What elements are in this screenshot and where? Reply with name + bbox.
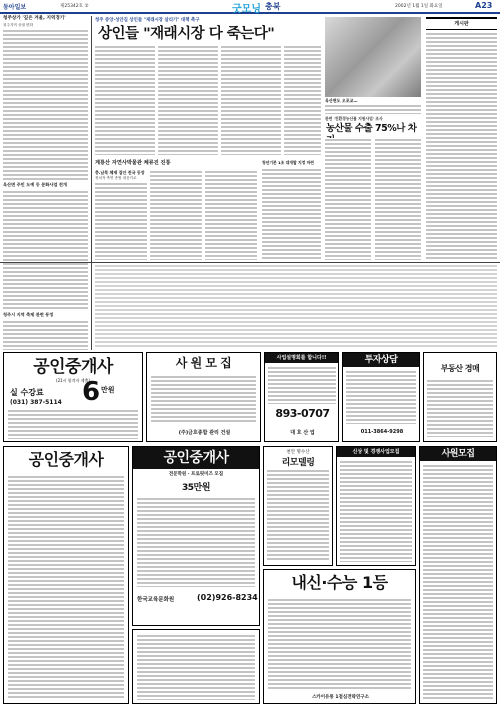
ad-gongin-1 <box>3 352 143 442</box>
left-bottom-body <box>3 320 88 350</box>
ad-gongin-1-details <box>8 409 138 439</box>
ad-tuja <box>342 352 420 442</box>
lower-headline-d: 청년기본 1조 대개발 지정 마련 <box>262 160 314 165</box>
ad-gongin-2-title: 공인중개사 <box>28 450 104 469</box>
ad-gongin-3-sub: 전문학원 · 프로핏미즈 모집 <box>168 472 224 477</box>
photo-caption: 옥산면도 오포교… <box>325 98 358 103</box>
ad-event-phone: 893-0707 <box>275 407 330 420</box>
ad-naesin <box>263 569 416 704</box>
lower-headline-b: 충.남북 체제 집안 전국 등장 <box>95 170 145 175</box>
main-headline: 상인들 "재래시장 다 죽는다" <box>98 26 275 42</box>
ad-event-footer: 대 호 산 업 <box>290 430 315 436</box>
issue-date: 2002년 1월 1일 화요일 <box>395 4 443 9</box>
ad-sawon-1-details <box>151 375 256 423</box>
ad-cheonan-details <box>267 469 329 561</box>
paper-name: 동아일보 <box>3 4 27 11</box>
ad-gongin-1-label: 실 수강료 <box>10 388 44 397</box>
ad-budong-details <box>427 379 493 437</box>
left-headline: 청주상가 '깊은 겨울, 지역경기' <box>3 16 66 21</box>
ad-tuja-details <box>346 370 416 424</box>
lower-body-col3 <box>205 170 257 260</box>
notice-board-title: 게시판 <box>426 17 497 30</box>
left-article-body <box>3 29 88 181</box>
ad-sawon-1-title: 사 원 모 집 <box>175 356 232 370</box>
ad-gongin-1-price: 6 <box>82 377 101 407</box>
ad-sawon-2-title: 사원모집 <box>420 447 496 461</box>
ad-gongin-2-listings <box>8 475 124 699</box>
main-body-col3 <box>221 45 281 155</box>
ad-gongin-1-note: (21시 합격자 제출) <box>56 378 90 383</box>
ad-small-bottom-details <box>137 634 255 700</box>
ad-cheonan <box>263 446 333 566</box>
ad-budong-title: 부동산 경매 <box>440 364 480 373</box>
notice-board-list <box>426 32 497 260</box>
page-number: A23 <box>475 1 493 10</box>
ad-tuja-phone: 011-3864-9298 <box>360 429 404 435</box>
lower-headline-a: 계룡산 자연사박물관 체류진 진통 <box>95 160 171 166</box>
ad-sawon-2-details <box>423 464 493 700</box>
ad-cheonan-title: 리모델링 <box>281 458 315 468</box>
ad-sinsang-title: 신상 및 경쟁사업모집 <box>337 447 415 457</box>
issue-number: 제25342호 ② <box>60 4 89 9</box>
ad-cheonan-top: 천안 명수산 <box>286 450 310 455</box>
main-body-col1 <box>95 45 155 155</box>
ad-gongin-1-unit: 만원 <box>101 386 115 394</box>
ad-gongin-3-phone: (02)926-8234 <box>197 593 258 602</box>
right-body-col2 <box>375 138 421 260</box>
ad-gongin-3-school: 한국교육문화원 <box>137 597 175 603</box>
ad-gongin-1-phone: (031) 387-5114 <box>10 399 62 406</box>
main-body-col2 <box>158 45 218 155</box>
bottom-article-band <box>95 264 497 348</box>
ad-gongin-1-title: 공인중개사 <box>33 357 113 377</box>
section-name: 충북 <box>265 2 281 11</box>
ad-sawon-1 <box>146 352 261 442</box>
ad-sinsang <box>336 446 416 566</box>
ad-small-bottom <box>132 629 260 704</box>
right-body-col1 <box>325 138 371 260</box>
ad-naesin-title: 내신·수능 1등 <box>291 573 388 592</box>
ad-budong <box>423 352 497 442</box>
ad-event-title: 사업설명회를 합니다!! <box>265 353 338 363</box>
ad-sinsang-details <box>340 460 412 562</box>
page-header <box>0 0 500 14</box>
ad-event-details <box>268 366 336 404</box>
section-brand: 굿모닝 <box>232 4 261 15</box>
ad-gongin-3-price: 35만원 <box>182 483 210 493</box>
lower-body-col2 <box>150 170 202 260</box>
left-mid-headline: 옥산면 주민 도예 등 문화사업 전개 <box>3 182 67 187</box>
main-kicker: 청주 중앙·성안길 상인들 "재래시장 살리기" 대책 촉구 <box>95 18 200 23</box>
photo-caption-body <box>325 104 421 114</box>
ad-event <box>264 352 339 442</box>
ad-naesin-footer: 스카이유통 1점심전략연구소 <box>312 695 369 700</box>
lower-subhead-c: 정치적 측면 종합 대응키로 <box>95 176 137 180</box>
left-bottom-headline: 청주시 지역 축제 관련 동정 <box>3 312 54 317</box>
ads-top-rule <box>0 262 500 263</box>
right-kicker: 관련 '친환경농산물 지원사업' 조사 <box>325 116 383 121</box>
news-photo <box>325 17 421 97</box>
ad-gongin-3-title: 공인중개사 <box>133 447 259 469</box>
lower-body-col4 <box>262 168 321 260</box>
left-subhead: 청주지역 상권 변화 <box>3 23 34 27</box>
right-headline: 농산물 수출 75%나 차 <box>326 123 417 134</box>
ad-gongin-3 <box>132 446 260 626</box>
ad-tuja-title: 투자상담 <box>343 353 419 367</box>
lower-body-col1 <box>95 182 147 260</box>
ad-naesin-details <box>268 598 411 690</box>
ad-gongin-3-details <box>137 497 255 587</box>
column-divider <box>91 16 92 350</box>
left-mid-body <box>3 190 88 310</box>
main-body-col4 <box>284 45 321 155</box>
ad-sawon-1-company: (주)금호종합 관리 건설 <box>178 430 231 436</box>
ad-gongin-2 <box>3 446 129 704</box>
ad-sawon-2 <box>419 446 497 704</box>
